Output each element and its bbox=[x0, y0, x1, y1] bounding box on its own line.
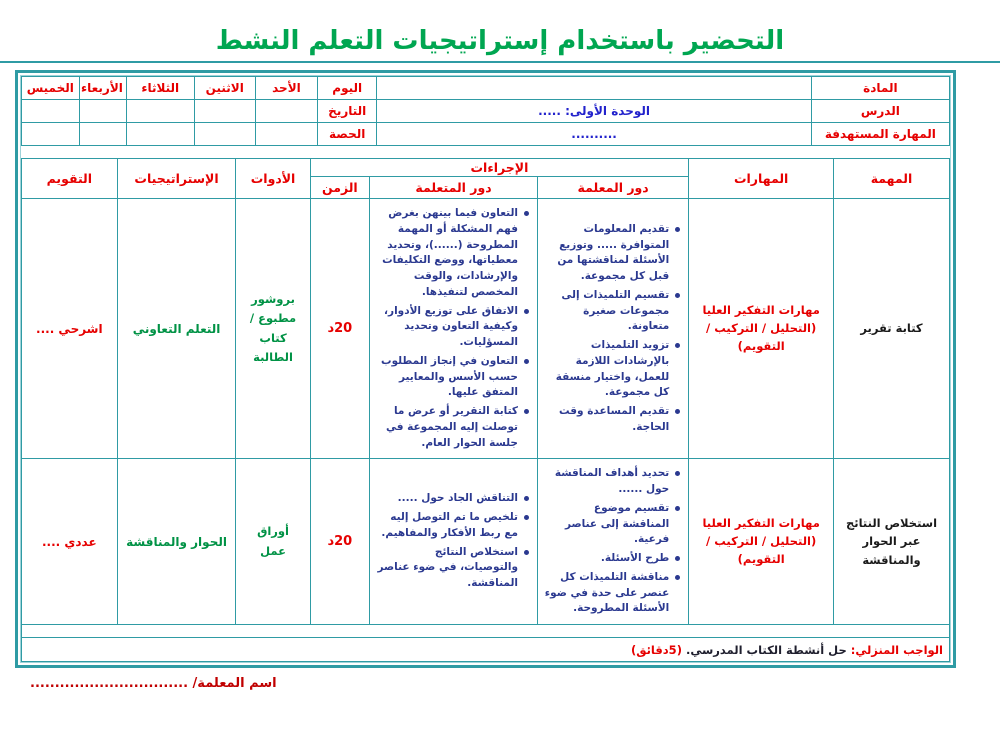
header-skills: المهارات bbox=[689, 159, 834, 199]
learner-role-cell bbox=[370, 199, 538, 459]
evaluation-cell: عددي .... bbox=[22, 459, 118, 625]
day-monday: الاثنين bbox=[194, 77, 255, 100]
bullet-icon bbox=[675, 409, 680, 414]
tools-cell: أوراق عمل bbox=[236, 459, 310, 625]
day-thursday: الخميس bbox=[22, 77, 80, 100]
header-procedures: الإجراءات bbox=[310, 159, 689, 177]
bullet-icon bbox=[675, 506, 680, 511]
bullet-icon bbox=[675, 227, 680, 232]
bullet-icon bbox=[675, 293, 680, 298]
subject-label: المادة bbox=[811, 77, 949, 100]
period-label: الحصة bbox=[318, 123, 377, 146]
bullet-icon bbox=[675, 575, 680, 580]
bullet-item bbox=[544, 404, 680, 436]
learner-role-cell bbox=[370, 459, 538, 625]
bullet-text: تقسيم موضوع المناقشة إلى عناصر فرعية. bbox=[564, 501, 670, 546]
bullet-item bbox=[544, 551, 680, 567]
date-cell-wednesday bbox=[79, 100, 126, 123]
header-task: المهمة bbox=[834, 159, 950, 199]
period-cell-monday bbox=[194, 123, 255, 146]
period-cell-wednesday bbox=[79, 123, 126, 146]
plan-table bbox=[21, 158, 950, 662]
lesson-label: الدرس bbox=[811, 100, 949, 123]
plan-row-discussion bbox=[22, 459, 950, 625]
bullet-text: كتابة التقرير أو عرض ما توصلت إليه المجموعة في جلسة الحوار العام. bbox=[385, 405, 518, 449]
info-row-period bbox=[22, 123, 950, 146]
lesson-plan-frame bbox=[15, 70, 956, 668]
strategy-cell: الحوار والمناقشة bbox=[117, 459, 236, 625]
date-label: التاريخ bbox=[318, 100, 377, 123]
header-row-top bbox=[22, 159, 950, 177]
learner-role-list bbox=[373, 200, 534, 457]
teacher-role-cell bbox=[538, 459, 689, 625]
teacher-role-cell bbox=[538, 199, 689, 459]
bullet-text: التعاون في إنجاز المطلوب حسب الأسس والمعايير المتفق عليها. bbox=[381, 354, 518, 399]
lesson-plan-inner bbox=[20, 75, 951, 663]
bullet-item bbox=[376, 510, 529, 542]
teacher-role-list bbox=[541, 216, 685, 442]
homework-text: حل أنشطة الكتاب المدرسي. bbox=[685, 642, 847, 657]
bullet-icon bbox=[524, 211, 529, 216]
header-teacher-role: دور المعلمة bbox=[538, 177, 689, 199]
bullet-item bbox=[376, 206, 529, 301]
bullet-text: تقديم المساعدة وقت الحاجة. bbox=[559, 405, 670, 433]
title-divider bbox=[0, 61, 1000, 63]
bullet-text: تحديد أهداف المناقشة حول ...... bbox=[554, 467, 670, 495]
bullet-icon bbox=[524, 409, 529, 414]
strategy-cell: التعلم التعاوني bbox=[117, 199, 236, 459]
section-gap bbox=[21, 146, 950, 158]
bullet-icon bbox=[675, 471, 680, 476]
header-strategies: الإستراتيجيات bbox=[117, 159, 236, 199]
homework-row bbox=[22, 638, 950, 662]
time-cell: 20د bbox=[310, 459, 369, 625]
period-cell-thursday bbox=[22, 123, 80, 146]
day-label: اليوم bbox=[318, 77, 377, 100]
tools-cell: بروشور مطبوع / كتاب الطالبة bbox=[236, 199, 310, 459]
bullet-text: استخلاص النتائج والتوصيات، في ضوء عناصر المناقشة. bbox=[377, 545, 518, 590]
bullet-text: التناقش الجاد حول ..... bbox=[397, 492, 518, 505]
bullet-text: تقديم المعلومات المتوافرة ..... وتوزيع الأسئلة لمناقشتها من قبل كل مجموعة. bbox=[557, 222, 670, 282]
bullet-item bbox=[544, 501, 680, 548]
info-table bbox=[21, 76, 950, 146]
header-tools: الأدوات bbox=[236, 159, 310, 199]
date-cell-monday bbox=[194, 100, 255, 123]
skill-label: المهارة المستهدفة bbox=[811, 123, 949, 146]
bullet-item bbox=[544, 222, 680, 285]
bullet-text: تقسيم التلميذات إلى مجموعات صغيرة متعاونة. bbox=[561, 288, 670, 333]
task-cell: استخلاص النتائج عبر الحوار والمناقشة bbox=[834, 459, 950, 625]
period-cell-sunday bbox=[255, 123, 317, 146]
info-row-day bbox=[22, 77, 950, 100]
day-wednesday: الأربعاء bbox=[79, 77, 126, 100]
bullet-item bbox=[376, 545, 529, 592]
period-cell-tuesday bbox=[126, 123, 194, 146]
bullet-item bbox=[376, 354, 529, 401]
evaluation-cell: اشرحي .... bbox=[22, 199, 118, 459]
date-cell-tuesday bbox=[126, 100, 194, 123]
spacer-cell bbox=[22, 625, 950, 638]
bullet-item bbox=[376, 304, 529, 351]
bullet-text: تلخيص ما تم التوصل إليه مع ربط الأفكار والمفاهيم. bbox=[381, 511, 518, 539]
homework-label: الواجب المنزلي: bbox=[850, 642, 943, 657]
bullet-icon bbox=[524, 359, 529, 364]
lesson-value: الوحدة الأولى: ..... bbox=[377, 100, 811, 123]
header-learner-role: دور المتعلمة bbox=[370, 177, 538, 199]
date-cell-thursday bbox=[22, 100, 80, 123]
bullet-text: التعاون فيما بينهن بغرض فهم المشكلة أو المهمة المطروحة (......)، وتحديد معطياتها، ووضع التكليفات والإرشادات، والوقت المخصص لتنفيذها. bbox=[382, 207, 518, 298]
bullet-text: طرح الأسئلة. bbox=[600, 552, 670, 564]
info-row-date bbox=[22, 100, 950, 123]
bullet-icon bbox=[524, 515, 529, 520]
bullet-item bbox=[544, 466, 680, 498]
page-title: التحضير باستخدام إستراتيجيات التعلم النشط bbox=[215, 26, 785, 56]
homework-duration: (5دقائق) bbox=[630, 642, 682, 657]
learner-role-list bbox=[373, 485, 534, 598]
bullet-item bbox=[544, 338, 680, 401]
bullet-icon bbox=[524, 496, 529, 501]
header-evaluation: التقويم bbox=[22, 159, 118, 199]
task-cell: كتابة تقرير bbox=[834, 199, 950, 459]
teacher-role-list bbox=[541, 460, 685, 623]
skills-cell: مهارات التفكير العليا (التحليل / التركيب / التقويم) bbox=[689, 199, 834, 459]
teacher-name-line: اسم المعلمة/ ................................ bbox=[30, 676, 277, 691]
day-tuesday: الثلاثاء bbox=[126, 77, 194, 100]
header-time: الزمن bbox=[310, 177, 369, 199]
bullet-icon bbox=[524, 309, 529, 314]
bullet-item bbox=[544, 570, 680, 617]
skill-value: .......... bbox=[377, 123, 811, 146]
day-sunday: الأحد bbox=[255, 77, 317, 100]
homework-cell bbox=[22, 638, 950, 662]
bullet-item bbox=[376, 491, 529, 507]
bullet-item bbox=[376, 404, 529, 451]
bullet-icon bbox=[675, 343, 680, 348]
bullet-icon bbox=[524, 550, 529, 555]
subject-value bbox=[377, 77, 811, 100]
plan-row-report-writing bbox=[22, 199, 950, 459]
bullet-text: الاتفاق على توزيع الأدوار، وكيفية التعاون وتحديد المسؤليات. bbox=[384, 304, 518, 348]
date-cell-sunday bbox=[255, 100, 317, 123]
bullet-text: مناقشة التلميذات كل عنصر على حدة في ضوء الأسئلة المطروحة. bbox=[544, 570, 670, 615]
spacer-row bbox=[22, 625, 950, 638]
bullet-text: تزويد التلميذات بالإرشادات اللازمة للعمل، واختيار منسقة كل مجموعة. bbox=[555, 339, 670, 399]
skills-cell: مهارات التفكير العليا (التحليل / التركيب / التقويم) bbox=[689, 459, 834, 625]
bullet-item bbox=[544, 288, 680, 335]
time-cell: 20د bbox=[310, 199, 369, 459]
bullet-icon bbox=[675, 556, 680, 561]
